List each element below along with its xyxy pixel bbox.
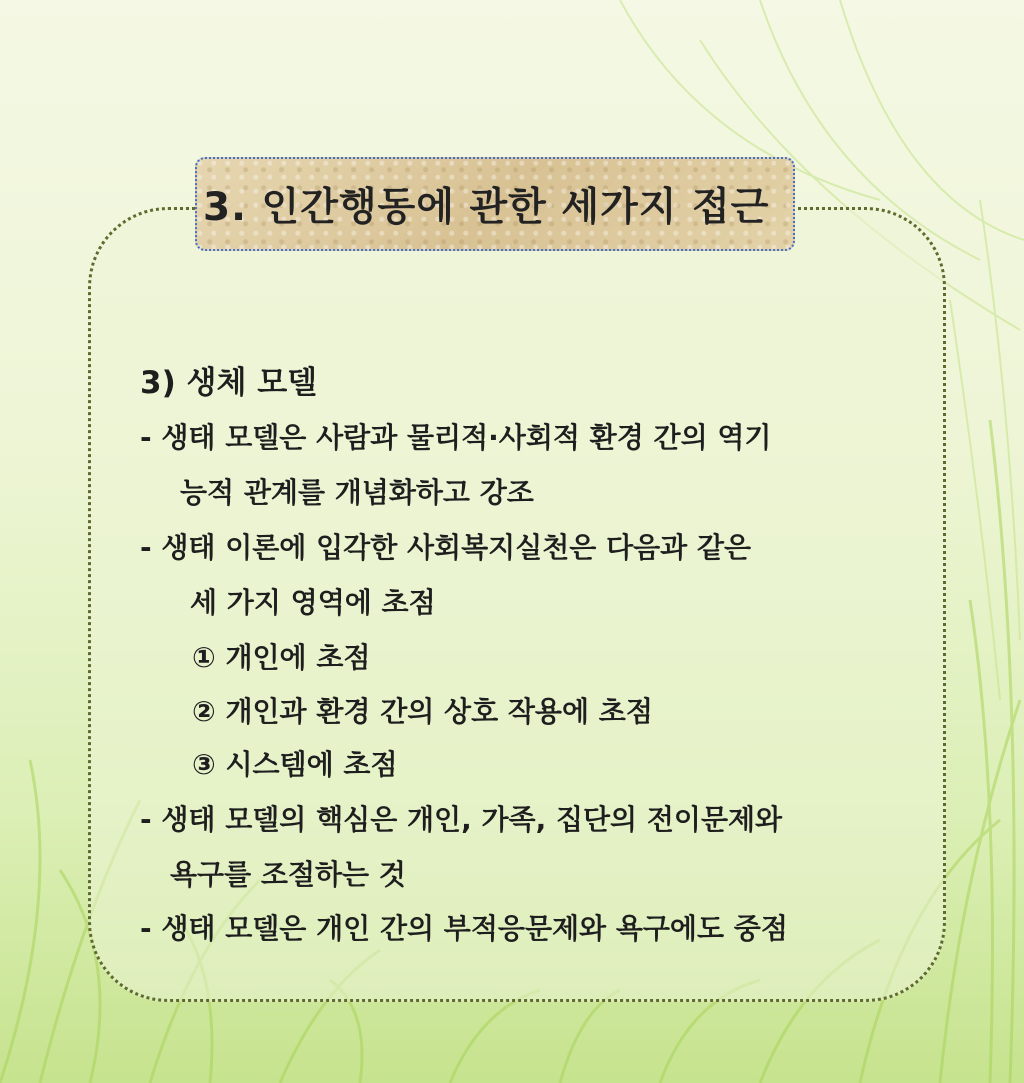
body-line-6: 욕구를 조절하는 것 [170,858,406,891]
list-item-2: ② 개인과 환경 간의 상호 작용에 초점 [192,695,653,728]
body-line-2: 능적 관계를 개념화하고 강조 [180,476,534,509]
slide-title: 3. 인간행동에 관한 세가지 접근 [203,185,770,230]
body-line-5: - 생태 모델의 핵심은 개인, 가족, 집단의 전이문제와 [140,803,783,836]
list-item-1: ① 개인에 초점 [192,641,371,674]
body-line-7: - 생태 모델은 개인 간의 부적응문제와 욕구에도 중점 [140,912,788,945]
body-line-1: - 생태 모델은 사람과 물리적·사회적 환경 간의 역기 [140,421,772,454]
body-line-4: 세 가지 영역에 초점 [190,586,436,619]
title-box [195,157,795,251]
list-item-3: ③ 시스템에 초점 [192,748,398,781]
section-heading: 3) 생체 모델 [140,365,318,401]
body-line-3: - 생태 이론에 입각한 사회복지실천은 다음과 같은 [140,531,752,564]
